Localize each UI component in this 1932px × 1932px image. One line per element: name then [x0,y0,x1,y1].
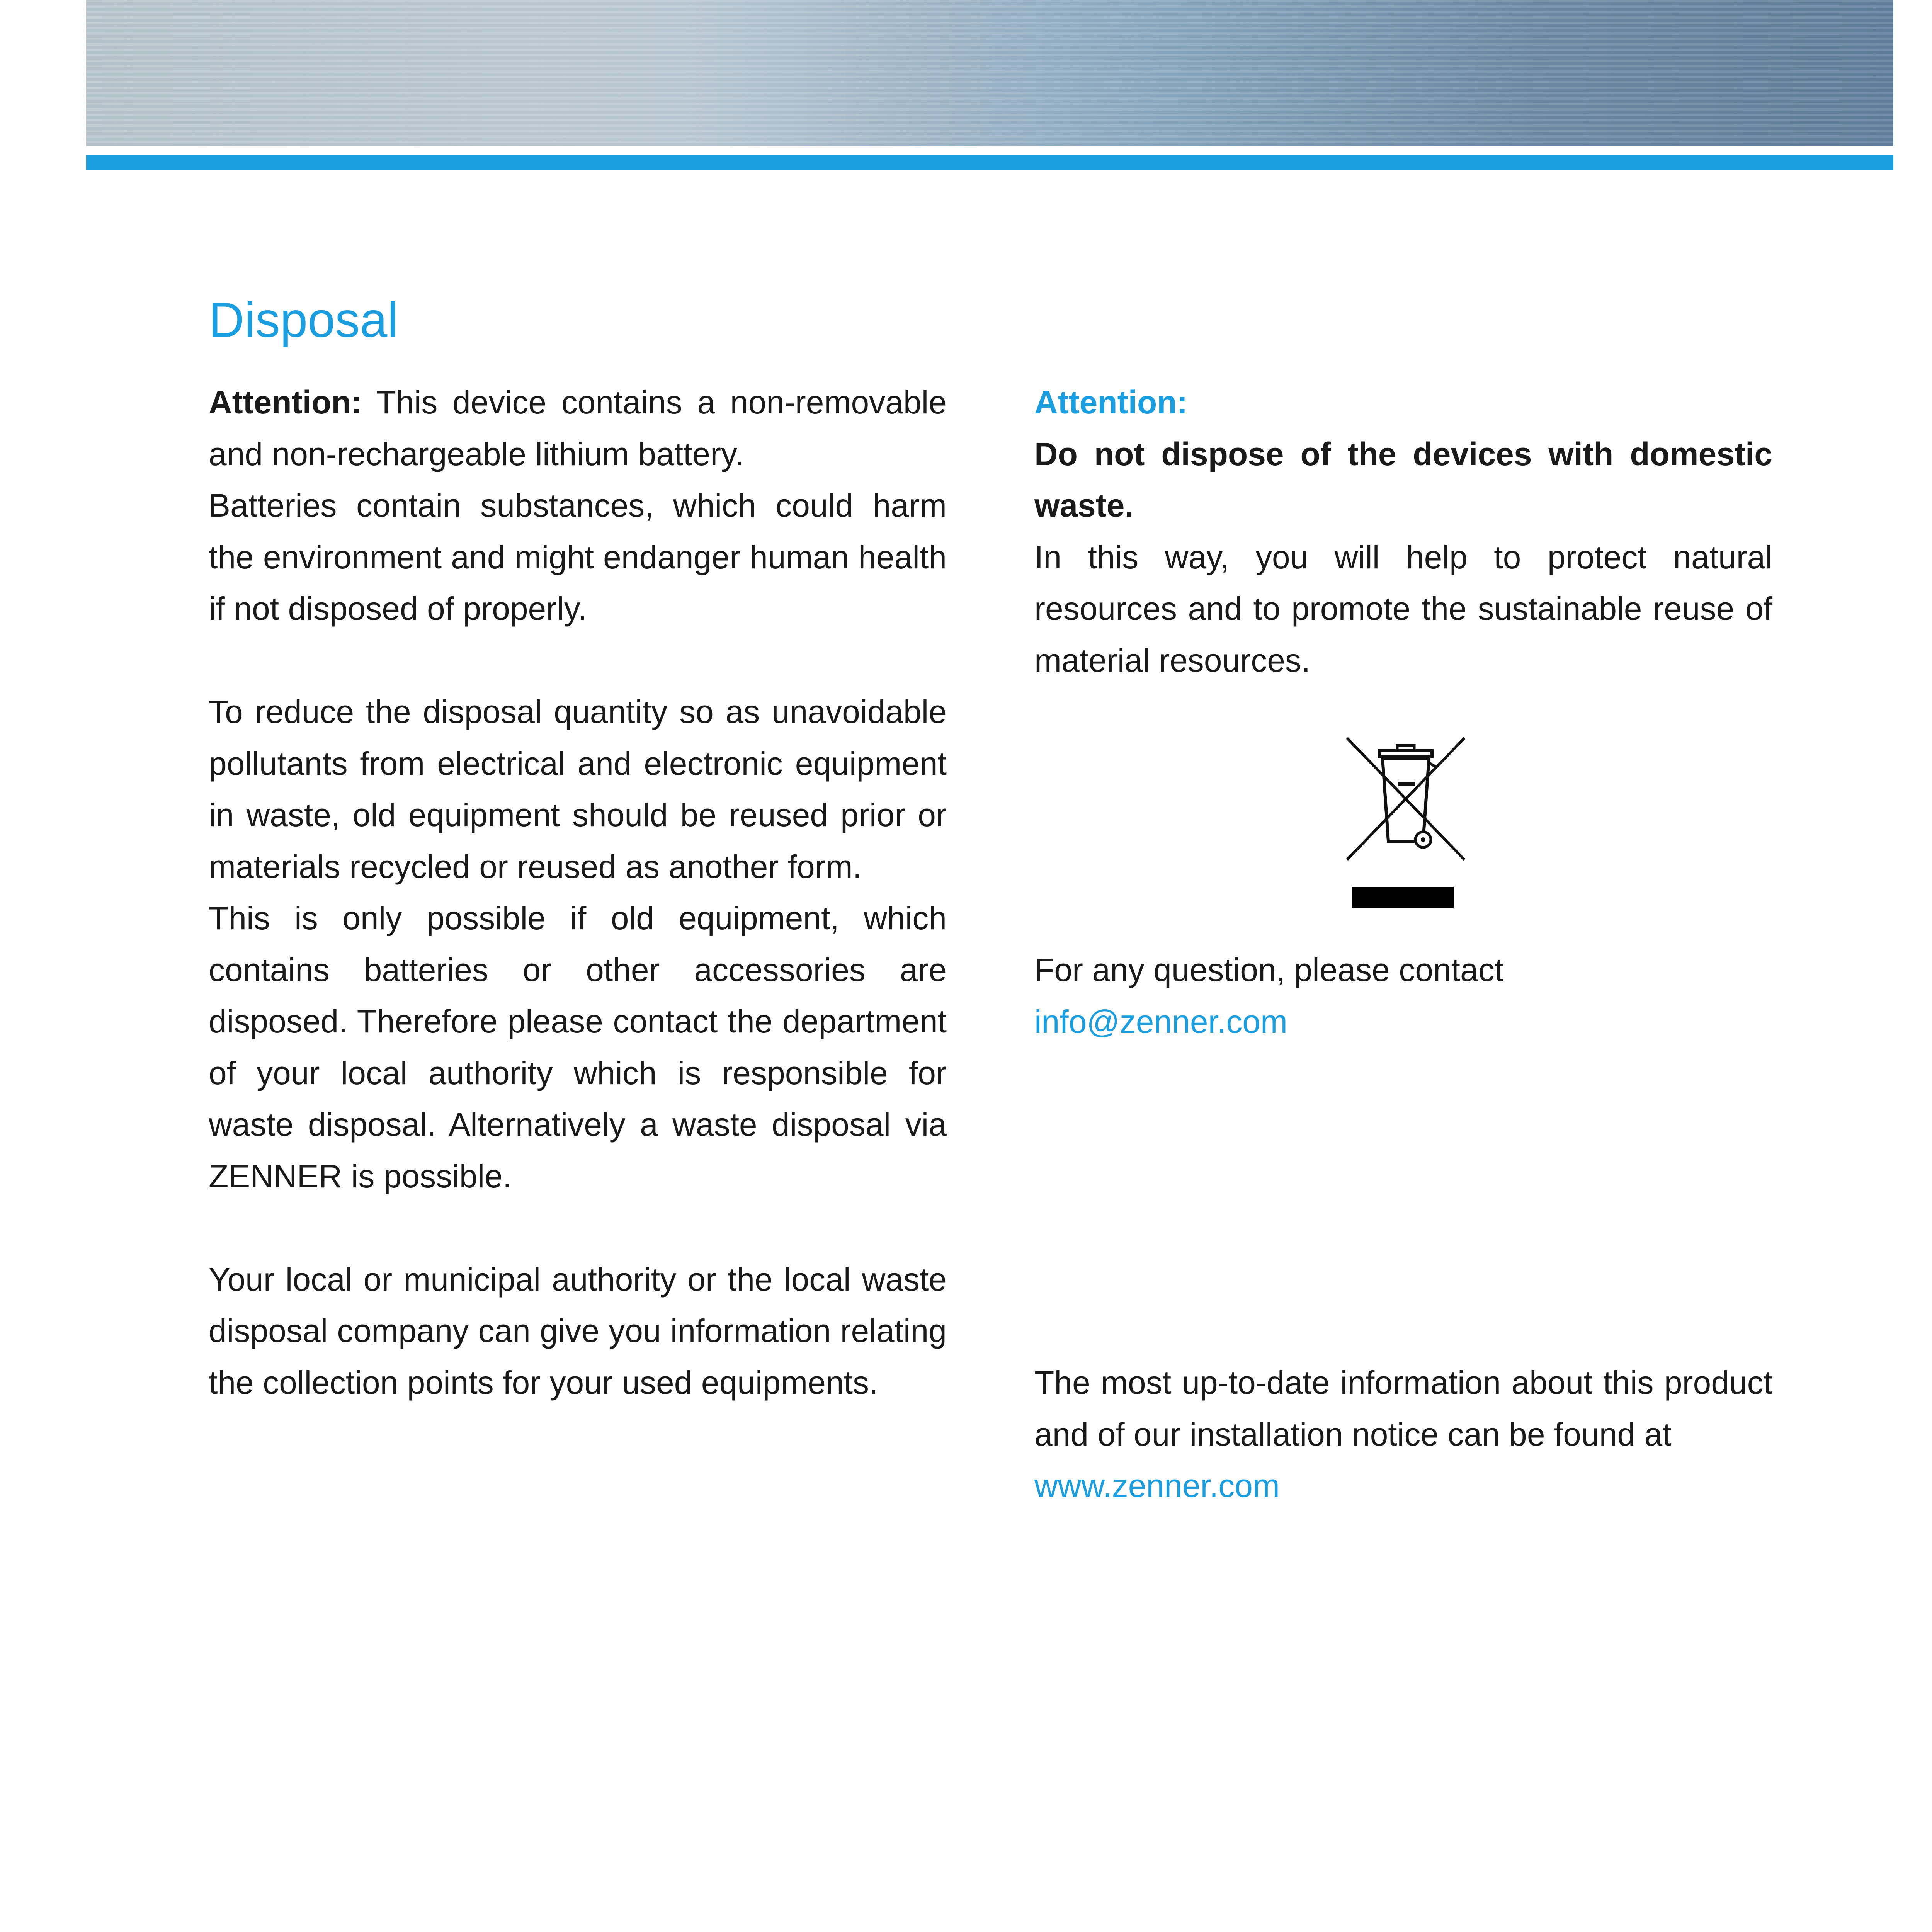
crossed-out-wheelie-bin-icon [1344,736,1468,916]
attention-label: Attention: [209,384,362,420]
domestic-waste-warning: Do not dispose of the devices with domestic waste. [1034,435,1772,524]
right-column [1034,377,1772,686]
battery-attention-text: This device contains a non-removable and non-rechargeable lithium battery. [209,384,947,472]
page-title: Disposal [209,292,398,348]
header-banner [86,0,1893,146]
protect-resources-paragraph: In this way, you will help to protect natural resources and to promote the sustainable reuse of material resources. [1034,539,1772,679]
local-authority-paragraph: This is only possible if old equipment, which contains batteries or other accessories are disposed. Therefore please contact the department of your local authority which is responsible for waste disposal. Alternatively a waste disposal via ZENNER is possible. [209,900,947,1194]
collection-points-paragraph: Your local or municipal authority or the local waste disposal company can give you information relating the collection points for your used equipments. [209,1261,947,1401]
contact-block [1034,944,1772,1048]
info-text: The most up-to-date information about this product and of our installation notice can be found at [1034,1364,1772,1452]
header-accent-rule [86,155,1893,170]
attention-heading: Attention: [1034,384,1188,420]
contact-email-link[interactable]: info@zenner.com [1034,1003,1287,1040]
info-block [1034,1357,1772,1512]
battery-hazard-paragraph: Batteries contain substances, which could harm the environment and might endanger human health if not disposed of properly. [209,487,947,627]
contact-text: For any question, please contact [1034,952,1504,988]
battery-attention-paragraph [209,377,947,480]
left-column [209,377,947,1408]
website-link[interactable]: www.zenner.com [1034,1468,1280,1504]
disposal-reduction-paragraph: To reduce the disposal quantity so as unavoidable pollutants from electrical and electronic equipment in waste, old equipment should be reused prior or materials recycled or reused as another form. [209,694,947,885]
